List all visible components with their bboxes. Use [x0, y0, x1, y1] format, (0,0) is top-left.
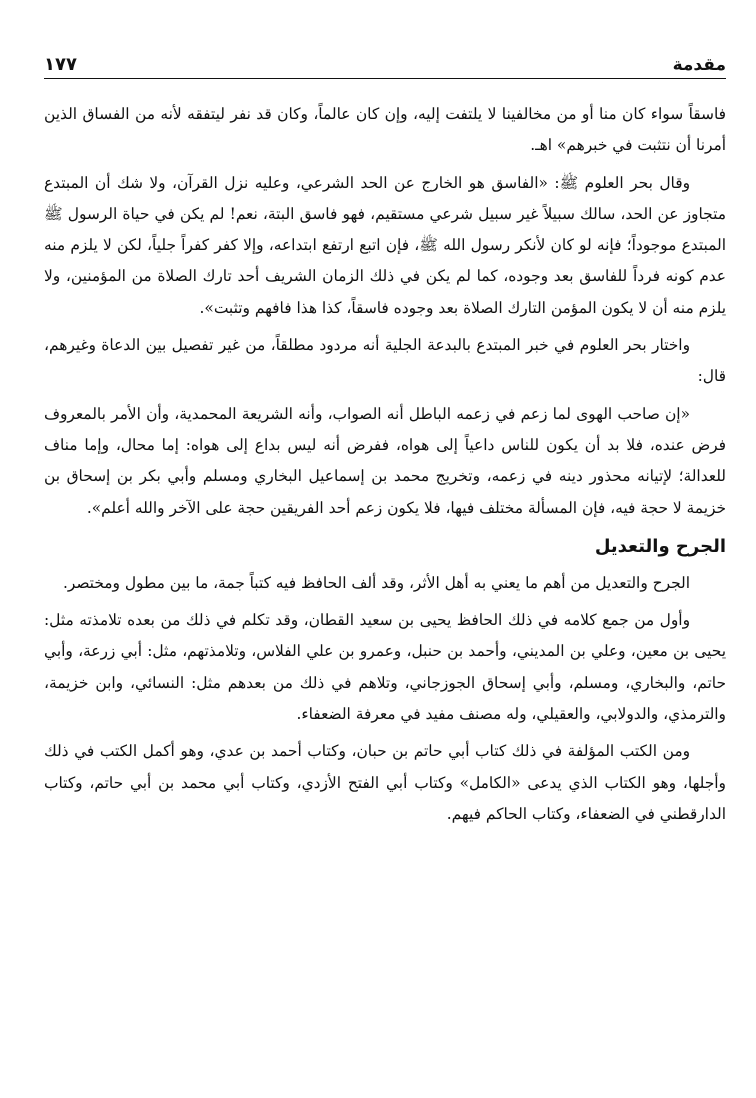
paragraph: الجرح والتعديل من أهم ما يعني به أهل الأثر، وقد ألف الحافظ فيه كتباً جمة، ما بين مطول ومختصر.: [62, 573, 690, 592]
page-body: [44, 99, 726, 830]
page-number: ١٧٧: [44, 54, 77, 75]
page-header: [44, 40, 726, 79]
book-page: [44, 40, 726, 1098]
running-title: مقدمة: [672, 55, 726, 75]
paragraph: واختار بحر العلوم في خبر المبتدع بالبدعة الجلية أنه مردود مطلقاً، من غير تفصيل بين الدعاة وغيرهم، قال:: [44, 336, 726, 386]
paragraph: «إن صاحب الهوى لما زعم في زعمه الباطل أنه الصواب، وأنه الشريعة المحمدية، وأن الأمر بالمعروف فرض عنده، فلا بد أن يكون للناس داعياً إلى هواه، ففرض أنه ليس بداع إلى هواه: إما محال، وإما مناف للعدالة؛ لإتيانه محذور دينه في زعمه، وتخريج محمد بن إسماعيل البخاري ومسلم وأبي بكر بن إسحاق بن خزيمة لا حجة فيه، فإن المسألة مختلف فيها، فلا يكون زعم أحد الفريقين حجة على الآخر والله أعلم».: [44, 404, 726, 517]
section-heading: الجرح والتعديل: [594, 535, 726, 557]
paragraph: وقال بحر العلوم ﷺ: «الفاسق هو الخارج عن الحد الشرعي، وعليه نزل القرآن، ولا شك أن المبتدع متجاوز عن الحد، سالك سبيلاً غير سبيل شرعي مستقيم، فهو فاسق البتة، نعم! لم يكن في حياة الرسول ﷺ المبتدع موجوداً؛ فإنه لو كان لأنكر رسول الله ﷺ، فإن اتبع ارتفع ابتداعه، وإلا كفر كفراً جلياً، لكن لا يلزم منه عدم كونه فرداً للفاسق بعد وجوده، كما لم يكن في ذلك الزمان الشريف أحد تارك الصلاة من المؤمنين، ولا يلزم منه أن لا يكون المؤمن التارك الصلاة بعد وجوده فاسقاً، كذا هذا فافهم وتثبت».: [44, 173, 726, 317]
paragraph: ومن الكتب المؤلفة في ذلك كتاب أبي حاتم بن حبان، وكتاب أحمد بن عدي، وهو أكمل الكتب في ذلك وأجلها، وهو الكتاب الذي يدعى «الكامل» وكتاب أبي الفتح الأزدي، وكتاب أبي محمد بن أبي حاتم، وكتاب الدارقطني في الضعفاء، وكتاب الحاكم فيهم.: [44, 742, 726, 823]
paragraph: فاسقاً سواء كان منا أو من مخالفينا لا يلتفت إليه، وإن كان عالماً، وكان قد نفر ليتفقه لأنه من الفساق الذين أمرنا أن نتثبت في خبرهم» اهـ.: [44, 105, 726, 155]
paragraph: وأول من جمع كلامه في ذلك الحافظ يحيى بن سعيد القطان، وقد تكلم في ذلك من بعده تلامذته مثل: يحيى بن معين، وعلي بن المديني، وأحمد بن حنبل، وعمرو بن علي الفلاس، وتلامذتهم، مثل: أبي زرعة، وأبي حاتم، والبخاري، ومسلم، وأبي إسحاق الجوزجاني، وتلاهم في ذلك من بعدهم مثل: النسائي، وابن خزيمة، والترمذي، والدولابي، والعقيلي، وله مصنف مفيد في معرفة الضعفاء.: [44, 611, 726, 724]
